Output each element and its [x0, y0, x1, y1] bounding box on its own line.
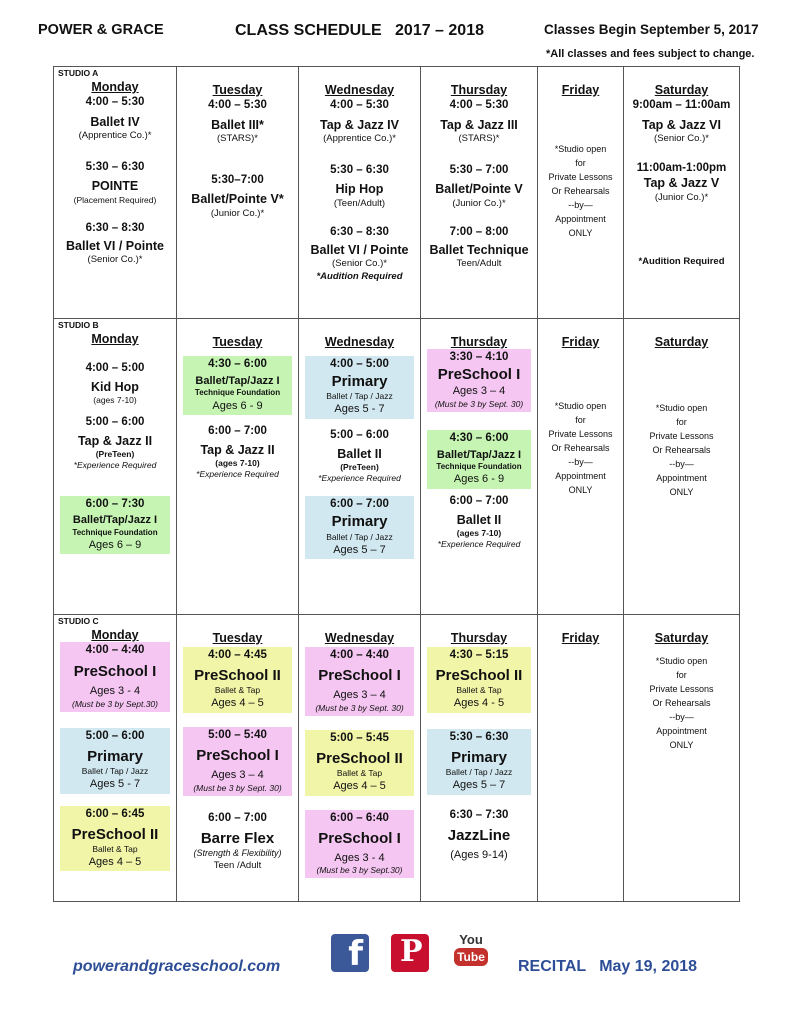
class-name: Ballet IV	[90, 114, 140, 129]
class-block-yellow	[427, 647, 531, 713]
studio-a-wednesday	[298, 67, 420, 318]
open-line: for	[575, 157, 586, 168]
audition-note: *Audition Required	[316, 270, 403, 282]
class-ages: Ages 3 – 4	[452, 385, 506, 398]
class-detail: (Senior Co.)*	[87, 253, 143, 265]
class-time: 5:30 – 6:30	[330, 163, 389, 176]
class-name: Ballet/Tap/Jazz I	[436, 448, 522, 461]
experience-note: *Experience Required	[73, 460, 157, 471]
class-block-yellow	[305, 730, 414, 796]
class-block	[183, 97, 292, 148]
class-name: Primary	[87, 747, 143, 765]
audition-note: *Audition Required	[638, 256, 725, 268]
facebook-icon[interactable]: f	[331, 934, 369, 972]
studio-open-note	[538, 143, 623, 241]
class-time: 5:00 – 6:00	[85, 729, 145, 742]
class-name: PreSchool I	[318, 666, 401, 684]
studio-c-thursday	[420, 615, 537, 902]
studio-label: STUDIO A	[58, 68, 99, 78]
class-block-yellow	[60, 806, 170, 872]
studio-c-monday	[54, 615, 176, 902]
open-line: --by—	[568, 456, 593, 467]
class-block-blue	[305, 356, 414, 419]
class-time: 11:00am-1:00pm	[636, 161, 727, 174]
class-detail: Ballet & Tap	[336, 768, 383, 779]
class-name: PreSchool I	[196, 746, 279, 764]
class-detail: (STARS)*	[458, 133, 500, 145]
open-line: for	[676, 416, 687, 427]
day-header: Wednesday	[324, 335, 395, 349]
open-line: Appointment	[656, 725, 707, 736]
class-name: Tap & Jazz II	[77, 434, 153, 449]
class-block	[630, 97, 733, 148]
class-name: Barre Flex	[200, 829, 275, 847]
open-line: Or Rehearsals	[551, 442, 610, 453]
class-block-blue	[60, 728, 170, 794]
class-detail: Ballet / Tap / Jazz	[445, 767, 513, 778]
class-detail: Ballet / Tap / Jazz	[326, 531, 393, 542]
class-ages: Ages 3 – 4	[211, 769, 264, 782]
schedule-grid	[53, 66, 740, 902]
class-block-pink	[305, 810, 414, 879]
class-time: 4:30 – 6:00	[449, 431, 509, 444]
class-block-pink	[305, 647, 414, 716]
open-line: Private Lessons	[649, 430, 714, 441]
class-block	[183, 423, 292, 482]
class-name: Ballet III*	[211, 117, 264, 132]
class-time: 4:00 – 5:30	[85, 96, 145, 108]
class-ages: Ages 5 – 7	[452, 779, 506, 792]
studio-b-tuesday	[176, 319, 298, 614]
class-block	[60, 360, 170, 408]
day-header: Friday	[561, 335, 600, 349]
class-name: PreSchool II	[71, 825, 159, 843]
class-detail: (Junior Co.)*	[210, 207, 265, 219]
class-name: Tap & Jazz II	[200, 442, 275, 457]
class-detail: (ages 7-10)	[215, 458, 260, 469]
open-line: ONLY	[669, 739, 694, 750]
class-block	[427, 162, 531, 213]
class-detail: Ballet & Tap	[456, 685, 502, 696]
class-ages: Ages 4 – 5	[211, 697, 264, 710]
experience-note: *Experience Required	[318, 473, 401, 484]
class-name: Ballet/Tap/Jazz I	[72, 514, 158, 527]
class-time: 4:00 – 4:40	[330, 649, 389, 661]
studio-b-thursday	[420, 319, 537, 614]
class-time: 5:00 – 6:00	[85, 416, 145, 429]
open-line: Private Lessons	[548, 171, 613, 182]
open-line: --by—	[568, 199, 593, 210]
age-requirement: (Must be 3 by Sept. 30)	[193, 782, 282, 793]
class-name: Ballet II	[337, 446, 382, 461]
open-line: ONLY	[568, 484, 593, 495]
day-header: Monday	[91, 80, 139, 94]
studio-open-note	[624, 655, 739, 753]
class-name: Primary	[331, 372, 388, 390]
class-detail: Ballet & Tap	[92, 844, 138, 854]
class-time: 5:30 – 6:30	[449, 730, 509, 743]
class-detail: (PreTeen)	[95, 449, 135, 460]
class-time: 4:30 – 6:00	[208, 358, 267, 370]
class-name: Primary	[451, 748, 507, 766]
class-time: 4:00 – 4:40	[85, 644, 145, 656]
class-time: 6:00 – 7:00	[208, 424, 267, 437]
class-ages: Ages 3 - 4	[334, 852, 385, 864]
open-line: --by—	[669, 711, 694, 722]
class-detail: (Apprentice Co.)*	[78, 130, 152, 142]
class-time: 5:30 – 6:30	[85, 160, 145, 173]
class-time: 4:00 – 5:30	[208, 99, 267, 111]
class-ages: Ages 5 - 7	[334, 403, 385, 416]
open-line: Or Rehearsals	[551, 185, 610, 196]
day-header: Monday	[91, 628, 139, 642]
day-header: Wednesday	[324, 631, 395, 645]
class-name: Ballet/Pointe V	[435, 182, 523, 197]
class-ages: (Ages 9-14)	[450, 849, 508, 861]
day-header: Wednesday	[324, 83, 395, 97]
open-line: --by—	[669, 458, 694, 469]
class-time: 5:00 – 6:00	[330, 428, 389, 441]
class-block-blue	[305, 496, 414, 559]
open-line: Appointment	[555, 213, 606, 224]
class-block	[183, 172, 292, 223]
class-time: 6:30 – 8:30	[330, 226, 389, 239]
class-ages: Teen /Adult	[213, 859, 262, 871]
class-name: PreSchool II	[316, 749, 403, 767]
class-time: 6:30 – 8:30	[85, 221, 145, 234]
class-name: Ballet VI / Pointe	[310, 243, 409, 257]
studio-c-saturday	[623, 615, 739, 902]
class-name: Tap & Jazz IV	[320, 117, 399, 132]
class-ages: Ages 5 - 7	[89, 778, 141, 791]
class-detail: (PreTeen)	[340, 461, 379, 472]
studio-c-friday	[537, 615, 623, 902]
class-block	[427, 807, 531, 865]
class-detail: Technique Foundation	[436, 462, 522, 472]
open-line: Or Rehearsals	[652, 444, 711, 455]
class-time: 5:00 – 5:45	[330, 731, 389, 744]
studio-b-wednesday	[298, 319, 420, 614]
school-name: POWER & GRACE	[38, 22, 164, 38]
studio-a-thursday	[420, 67, 537, 318]
open-line: *Studio open	[554, 144, 607, 154]
class-block-yellow	[183, 647, 292, 713]
open-line: *Studio open	[655, 403, 708, 413]
day-header: Saturday	[654, 335, 709, 349]
experience-note: *Experience Required	[437, 538, 521, 549]
age-requirement: (Must be 3 by Sept. 30)	[434, 398, 524, 409]
studio-b	[54, 318, 739, 614]
studio-c	[54, 614, 739, 902]
studio-a-friday	[537, 67, 623, 318]
class-block-pink	[183, 727, 292, 796]
open-line: for	[676, 669, 687, 680]
studio-b-saturday	[623, 319, 739, 614]
class-time: 6:30 – 7:30	[449, 808, 509, 821]
class-time: 4:30 – 5:15	[449, 649, 509, 661]
day-header: Friday	[561, 83, 600, 97]
class-ages: Ages 6 - 9	[212, 399, 263, 412]
open-line: Appointment	[656, 472, 707, 483]
class-time: 6:00 – 7:00	[330, 498, 389, 511]
class-block-green	[183, 356, 292, 415]
class-block	[305, 162, 414, 213]
class-block	[60, 414, 170, 473]
class-time: 4:00 – 5:30	[330, 99, 389, 111]
class-name: Ballet/Pointe V*	[191, 192, 284, 207]
class-name: Ballet II	[456, 512, 502, 527]
open-line: Or Rehearsals	[652, 697, 711, 708]
day-header: Tuesday	[212, 83, 263, 97]
class-ages: Ages 5 – 7	[333, 543, 386, 556]
day-header: Thursday	[450, 83, 508, 97]
class-detail: Technique Foundation	[72, 527, 158, 537]
class-detail: (Junior Co.)*	[654, 191, 709, 203]
class-detail: (Junior Co.)*	[452, 197, 506, 209]
class-name: Ballet VI / Pointe	[66, 238, 164, 253]
class-name: Tap & Jazz III	[440, 117, 518, 132]
class-name: PreSchool II	[435, 666, 523, 684]
class-name: Ballet/Tap/Jazz I	[195, 374, 280, 387]
open-line: *Studio open	[554, 401, 607, 411]
class-time: 9:00am – 11:00am	[632, 99, 731, 111]
youtube-icon[interactable]	[454, 932, 488, 966]
age-requirement: (Must be 3 by Sept.30)	[316, 865, 403, 876]
studio-c-wednesday	[298, 615, 420, 902]
classes-begin: Classes Begin September 5, 2017	[544, 22, 759, 37]
class-detail: Technique Foundation	[194, 388, 281, 398]
studio-a-monday	[54, 67, 176, 318]
recital-date: RECITAL May 19, 2018	[518, 958, 698, 975]
class-time: 4:00 – 5:00	[330, 358, 389, 370]
class-name: Tap & Jazz VI	[642, 117, 721, 132]
class-time: 4:00 – 5:30	[449, 99, 509, 111]
class-detail: (Senior Co.)*	[332, 258, 387, 270]
day-header: Thursday	[450, 335, 508, 349]
class-time: 4:00 – 5:00	[85, 362, 145, 374]
class-name: PreSchool I	[73, 662, 157, 680]
class-detail: (Placement Required)	[73, 194, 157, 205]
class-detail: Ballet / Tap / Jazz	[81, 766, 149, 777]
class-name: Ballet Technique	[429, 243, 529, 257]
studio-a	[54, 67, 739, 318]
class-block	[630, 160, 733, 207]
class-block	[305, 427, 414, 486]
class-block	[60, 220, 170, 269]
class-detail: Ballet / Tap / Jazz	[326, 391, 393, 402]
age-requirement: (Must be 3 by Sept. 30)	[315, 702, 404, 713]
class-detail: (ages 7-10)	[456, 527, 502, 538]
class-detail: Ballet & Tap	[214, 685, 261, 696]
class-block	[427, 493, 531, 552]
class-time: 6:00 – 6:45	[85, 807, 145, 820]
class-block	[427, 224, 531, 273]
class-block	[305, 97, 414, 148]
class-time: 7:00 – 8:00	[449, 226, 509, 239]
class-block-blue	[427, 729, 531, 795]
class-name: Tap & Jazz V	[643, 176, 720, 191]
day-header: Tuesday	[212, 631, 263, 645]
studio-b-friday	[537, 319, 623, 614]
class-name: JazzLine	[447, 826, 511, 844]
studio-c-tuesday	[176, 615, 298, 902]
day-header: Tuesday	[212, 335, 263, 349]
class-time: 6:00 – 6:40	[330, 811, 389, 824]
open-line: Private Lessons	[649, 683, 714, 694]
studio-b-monday	[54, 319, 176, 614]
class-name: Hip Hop	[335, 182, 384, 197]
open-line: *Studio open	[655, 656, 708, 666]
class-time: 3:30 – 4:10	[449, 351, 509, 363]
class-time: 5:00 – 5:40	[208, 728, 267, 741]
open-line: for	[575, 414, 586, 425]
class-name: Primary	[331, 513, 388, 530]
class-block-green	[427, 430, 531, 489]
class-ages: Ages 3 - 4	[89, 685, 141, 698]
class-block-green	[60, 496, 170, 555]
open-line: ONLY	[568, 227, 593, 238]
class-ages: Ages 4 – 5	[333, 780, 386, 793]
class-block	[305, 224, 414, 285]
open-line: Appointment	[555, 470, 606, 481]
class-detail: (Apprentice Co.)*	[323, 133, 396, 145]
open-line: ONLY	[669, 486, 694, 497]
open-line: Private Lessons	[548, 428, 613, 439]
age-requirement: (Must be 3 by Sept.30)	[72, 698, 158, 709]
studio-open-note	[538, 400, 623, 498]
class-detail: (Teen/Adult)	[333, 197, 386, 209]
class-detail: Teen/Adult	[456, 258, 502, 270]
studio-a-tuesday	[176, 67, 298, 318]
class-block	[60, 94, 170, 145]
day-header: Saturday	[654, 631, 709, 645]
fees-note: *All classes and fees subject to change.	[546, 48, 755, 60]
class-detail: (ages 7-10)	[93, 395, 137, 406]
class-detail: (Strength & Flexibility)	[193, 848, 282, 858]
youtube-label-bottom: Tube	[454, 948, 488, 966]
class-name: PreSchool I	[318, 829, 401, 847]
class-ages: Ages 3 – 4	[333, 689, 386, 702]
class-block	[427, 97, 531, 148]
class-time: 5:30 – 7:00	[449, 163, 509, 176]
class-name: Kid Hop	[91, 379, 139, 394]
experience-note: *Experience Required	[196, 469, 279, 480]
class-name: PreSchool II	[194, 666, 281, 684]
class-block	[183, 810, 292, 874]
day-header: Saturday	[654, 83, 709, 97]
day-header: Monday	[91, 332, 139, 346]
studio-open-note	[624, 402, 739, 500]
class-detail: (Senior Co.)*	[654, 133, 709, 145]
day-header: Friday	[561, 631, 600, 645]
website-link[interactable]: powerandgraceschool.com	[73, 958, 281, 975]
studio-label: STUDIO C	[58, 616, 99, 626]
class-detail: (STARS)*	[217, 133, 258, 145]
studio-a-saturday	[623, 67, 739, 318]
pinterest-icon[interactable]: P	[391, 934, 429, 972]
class-time: 6:00 – 7:00	[208, 811, 267, 824]
studio-label: STUDIO B	[58, 320, 99, 330]
class-block-pink	[427, 349, 531, 412]
class-ages: Ages 6 – 9	[88, 539, 142, 552]
class-time: 4:00 – 4:45	[208, 649, 267, 661]
class-ages: Ages 4 – 5	[88, 856, 142, 869]
day-header: Thursday	[450, 631, 508, 645]
class-name: POINTE	[91, 179, 139, 194]
class-ages: Ages 6 - 9	[453, 473, 505, 486]
youtube-label-top: You	[459, 932, 483, 947]
class-time: 5:30–7:00	[211, 173, 264, 186]
class-ages: Ages 4 - 5	[453, 697, 505, 710]
class-block	[60, 159, 170, 208]
schedule-title: CLASS SCHEDULE 2017 – 2018	[235, 22, 484, 39]
class-time: 6:00 – 7:30	[85, 497, 145, 510]
class-block-pink	[60, 642, 170, 712]
class-name: PreSchool I	[437, 365, 521, 383]
class-time: 6:00 – 7:00	[449, 494, 509, 507]
